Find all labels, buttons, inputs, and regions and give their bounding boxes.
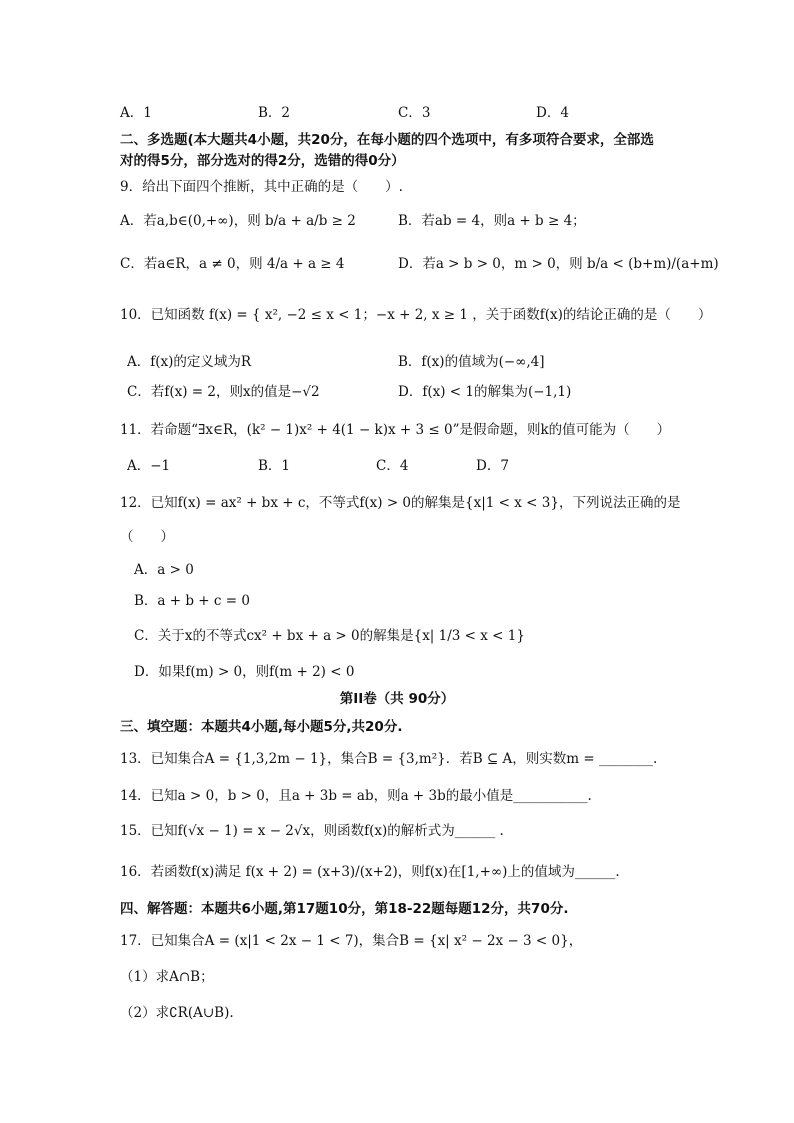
q8-option-a: A．1 <box>120 105 152 121</box>
q10-option-a: A．f(x)的定义域为R <box>127 354 252 370</box>
q9-option-c: C．若a∈R，a ≠ 0，则 4/a + a ≥ 4 <box>120 256 345 272</box>
q10-stem: 10．已知函数 f(x) = { x², −2 ≤ x < 1；−x + 2, x ≥ 1 ，关于函数f(x)的结论正确的是（ ） <box>120 307 712 323</box>
q13: 13．已知集合A = {1,3,2m − 1}，集合B = {3,m²}．若B ⊆ A，则实数m = ________. <box>120 751 658 767</box>
q8-option-b: B．2 <box>258 105 291 121</box>
q11-option-b: B．1 <box>258 458 291 474</box>
q11-option-a: A．−1 <box>127 458 171 474</box>
section2-heading-line2: 对的得5分，部分选对的得2分，选错的得0分） <box>120 153 405 169</box>
q9-option-b: B．若ab = 4，则a + b ≥ 4； <box>398 213 586 229</box>
q14: 14．已知a > 0，b > 0，且a + 3b = ab，则a + 3b的最小值是___________. <box>120 788 592 804</box>
q12-paren: （ ） <box>120 529 174 545</box>
q17-part2: （2）求∁R(A∪B). <box>120 1005 234 1021</box>
q10-option-d: D．f(x) < 1的解集为(−1,1) <box>398 384 572 400</box>
q12-option-c: C．关于x的不等式cx² + bx + a > 0的解集是{x| 1/3 < x < 1} <box>134 628 525 644</box>
part2-title: 第II卷（共 90分） <box>339 691 455 707</box>
q9-stem: 9．给出下面四个推断，其中正确的是（ ）. <box>120 179 403 195</box>
q15: 15．已知f(√x − 1) = x − 2√x，则函数f(x)的解析式为______ . <box>120 823 504 839</box>
q12-option-d: D．如果f(m) > 0，则f(m + 2) < 0 <box>134 664 355 680</box>
q12-stem: 12．已知f(x) = ax² + bx + c，不等式f(x) > 0的解集是{x|1 < x < 3}，下列说法正确的是 <box>120 495 681 511</box>
q12-option-b: B．a + b + c = 0 <box>134 593 250 609</box>
q8-option-c: C．3 <box>398 105 431 121</box>
section2-heading-line1: 二、多选题(本大题共4小题，共20分，在每小题的四个选项中，有多项符合要求，全部选 <box>120 132 654 148</box>
q10-option-b: B．f(x)的值域为(−∞,4] <box>398 354 545 370</box>
q16: 16．若函数f(x)满足 f(x + 2) = (x+3)/(x+2)，则f(x)在[1,+∞)上的值域为______. <box>120 864 620 880</box>
q9-option-a: A．若a,b∈(0,+∞)，则 b/a + a/b ≥ 2 <box>120 213 356 229</box>
q11-option-c: C．4 <box>376 458 409 474</box>
q11-stem: 11．若命题“∃x∈R，(k² − 1)x² + 4(1 − k)x + 3 ≤ 0”是假命题，则k的值可能为（ ） <box>120 422 671 438</box>
section3-heading: 三、填空题：本题共4小题,每小题5分,共20分. <box>120 719 403 735</box>
q10-option-c: C．若f(x) = 2，则x的值是−√2 <box>127 384 320 400</box>
q12-option-a: A．a > 0 <box>134 562 194 578</box>
section4-heading: 四、解答题：本题共6小题,第17题10分，第18-22题每题12分，共70分. <box>120 901 569 917</box>
q9-option-d: D．若a > b > 0，m > 0，则 b/a < (b+m)/(a+m) <box>398 256 719 272</box>
q11-option-d: D．7 <box>476 458 509 474</box>
q17-part1: （1）求A∩B； <box>120 969 214 985</box>
q17-stem: 17．已知集合A = (x|1 < 2x − 1 < 7)，集合B = {x| x² − 2x − 3 < 0}， <box>120 933 583 949</box>
q8-option-d: D．4 <box>536 105 569 121</box>
